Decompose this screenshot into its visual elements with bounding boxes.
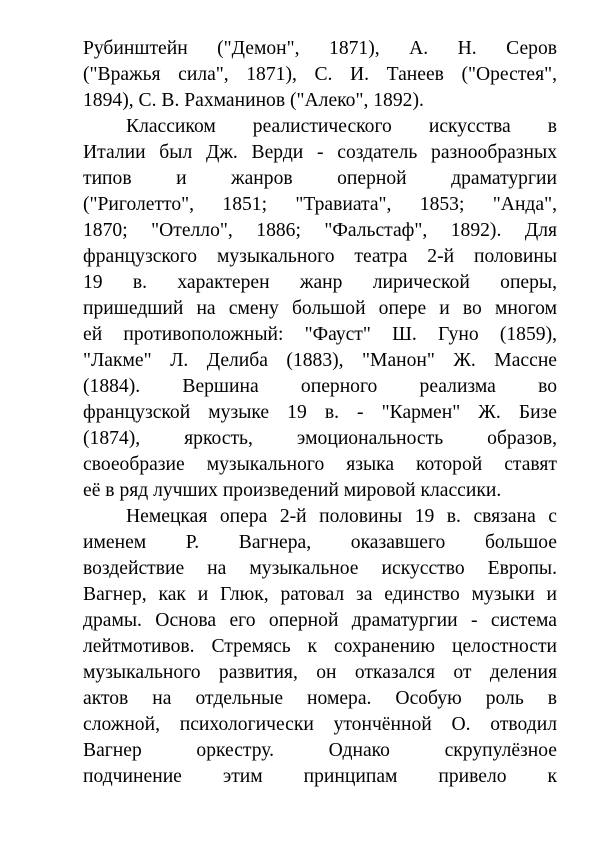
text-line: ("Вражья сила", 1871), С. И. Танеев ("Орестея", <box>83 64 557 85</box>
text-line: подчинение этим принципам привело к <box>83 766 557 787</box>
paragraph-2 <box>83 114 557 504</box>
text-line: актов на отдельные номера. Особую роль в <box>83 688 557 709</box>
paragraph-1 <box>83 36 557 114</box>
text-line: лейтмотивов. Стремясь к сохранению целостности <box>83 636 557 657</box>
text-line: Вагнер оркестру. Однако скрупулёзное <box>83 740 557 761</box>
text-line: Вагнер, как и Глюк, ратовал за единство музыки и <box>83 584 557 605</box>
body-text <box>83 36 557 790</box>
text-line: французской музыке 19 в. - "Кармен" Ж. Бизе <box>83 402 557 423</box>
text-line: музыкального развития, он отказался от деления <box>83 662 557 683</box>
text-line: своеобразие музыкального языка которой ставят <box>83 454 557 475</box>
text-line: 1870; "Отелло", 1886; "Фальстаф", 1892). Для <box>83 220 557 241</box>
text-line: Италии был Дж. Верди - создатель разнообразных <box>83 142 557 163</box>
text-line: пришедший на смену большой опере и во многом <box>83 298 557 319</box>
text-line: 1894), С. В. Рахманинов ("Алеко", 1892). <box>83 90 424 111</box>
text-line: Немецкая опера 2-й половины 19 в. связана с <box>126 506 557 527</box>
text-line: "Лакме" Л. Делиба (1883), "Манон" Ж. Массне <box>83 350 557 371</box>
text-line: драмы. Основа его оперной драматургии - система <box>83 610 557 631</box>
text-line: Рубинштейн ("Демон", 1871), А. Н. Серов <box>83 38 557 59</box>
text-line: 19 в. характерен жанр лирической оперы, <box>83 272 557 293</box>
text-line: ("Риголетто", 1851; "Травиата", 1853; "Анда", <box>83 194 557 215</box>
text-line: французского музыкального театра 2-й половины <box>83 246 557 267</box>
text-line: её в ряд лучших произведений мировой классики. <box>83 480 502 501</box>
text-line: ей противоположный: "Фауст" Ш. Гуно (1859), <box>83 324 557 345</box>
text-line: сложной, психологически утончённой О. отводил <box>83 714 557 735</box>
text-line: именем Р. Вагнера, оказавшего большое <box>83 532 557 553</box>
text-line: (1884). Вершина оперного реализма во <box>83 376 557 397</box>
text-line: типов и жанров оперной драматургии <box>83 168 557 189</box>
text-line: Классиком реалистического искусства в <box>126 116 557 137</box>
text-line: воздействие на музыкальное искусство Европы. <box>83 558 557 579</box>
text-line: (1874), яркость, эмоциональность образов, <box>83 428 557 449</box>
paragraph-3 <box>83 504 557 790</box>
